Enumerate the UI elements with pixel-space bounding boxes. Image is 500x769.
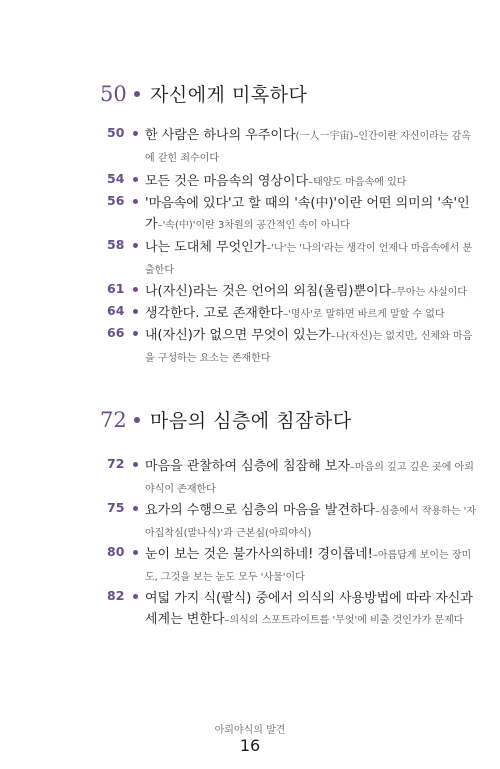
chapter-heading [100,80,307,107]
entry-page-number: 64 [107,303,125,318]
entry-page-number: 72 [107,456,125,471]
entry-subtitle: –마음의 깊고 깊은 곳에 아뢰야식이 존재한다 [145,462,474,495]
entry-title: 요가의 수행으로 심층의 마음을 발견하다 [145,503,376,518]
entry-subtitle: –아름답게 보이는 장미도, 그것을 보는 눈도 모두 '사물'이다 [145,550,472,583]
book-title-footer: 아뢰야식의 발견 [214,725,286,736]
entry-subtitle: –태양도 마음속에 있다 [308,177,407,188]
chapter-title: 마음의 심층에 침잠하다 [150,410,352,432]
toc-entry [107,588,477,631]
entry-title: 한 사람은 하나의 우주이다 [145,128,296,143]
entry-title: 마음을 관찰하여 심층에 침잠해 보자 [145,459,350,474]
bullet-dot [133,199,138,204]
page-number: 16 [239,736,261,755]
entry-title: 나는 도대체 무엇인가 [145,240,267,255]
entry-subtitle: –'속(中)'이란 3차원의 공간적인 속이 아니다 [157,220,350,231]
entry-page-number: 61 [107,281,125,296]
entry-page-number: 80 [107,544,125,559]
chapter-heading [100,406,352,433]
toc-entry [107,171,477,193]
toc-entry [107,544,477,588]
entry-text [145,193,477,236]
chapter-number: 72 [100,407,127,432]
entry-text [145,237,477,281]
entry-title: 여덟 가지 식(팔식) 중에서 의식의 사용방법에 따라 자신과 세계는 변한다 [145,591,473,627]
bullet-dot [134,417,140,423]
entry-page-number: 75 [107,500,125,515]
toc-entry [107,500,477,544]
bullet-dot [133,594,138,599]
entry-title: 모든 것은 마음속의 영상이다 [145,174,309,189]
toc-entry [107,237,477,281]
entry-subtitle: –나(자신)는 없지만, 신체와 마음을 구성하는 요소는 존재한다 [145,331,473,364]
bullet-dot [133,462,138,467]
entry-page-number: 50 [107,125,125,140]
entry-title: 나(자신)라는 것은 언어의 외침(울림)뿐이다 [145,284,392,299]
entry-subtitle: –심층에서 작용하는 '자아집착심(말나식)'과 근본심(아뢰야식) [145,506,477,539]
entry-text [145,171,477,193]
toc-entry [107,303,477,325]
entry-subtitle: –무아는 사실이다 [391,287,467,298]
entry-text [145,125,477,169]
bullet-dot [133,550,138,555]
bullet-dot [133,506,138,511]
entry-text [145,325,477,369]
entry-subtitle: –'명사'로 말하면 바르게 말할 수 없다 [282,309,445,320]
entry-title: 생각한다. 고로 존재한다 [145,306,283,321]
entry-subtitle: –의식의 스포트라이트를 '무엇'에 비출 것인가가 문제다 [224,615,464,626]
chapter-number: 50 [100,81,127,106]
entry-title: '마음속에 있다'고 할 때의 '속(中)'이란 어떤 의미의 '속'인가 [145,196,470,232]
bullet-dot [133,243,138,248]
entry-subtitle: –'나'는 '나의'라는 생각이 언제나 마음속에서 분출한다 [145,243,473,276]
bullet-dot [133,177,138,182]
chapter-title: 자신에게 미혹하다 [150,84,308,106]
entry-text [145,281,477,303]
entry-page-number: 82 [107,588,125,603]
toc-entry [107,193,477,236]
entry-text [145,456,477,500]
bullet-dot [133,331,138,336]
toc-entry [107,281,477,303]
bullet-dot [133,131,138,136]
entry-page-number: 66 [107,325,125,340]
toc-entry [107,125,477,169]
entry-text [145,500,477,544]
entry-title: 눈이 보는 것은 불가사의하네! 경이롭네! [145,547,373,562]
entry-page-number: 54 [107,171,125,186]
entry-title: 내(자신)가 없으면 무엇이 있는가 [145,328,331,343]
entry-text [145,544,477,588]
toc-entry [107,456,477,500]
entry-page-number: 58 [107,237,125,252]
entry-page-number: 56 [107,193,125,208]
bullet-dot [133,309,138,314]
entry-text [145,303,477,325]
entry-text [145,588,477,631]
entry-subtitle: (一人一宇宙)–인간이란 자신이라는 감옥에 갇힌 죄수이다 [145,131,471,164]
toc-entry [107,325,477,369]
bullet-dot [133,287,138,292]
bullet-dot [134,91,140,97]
